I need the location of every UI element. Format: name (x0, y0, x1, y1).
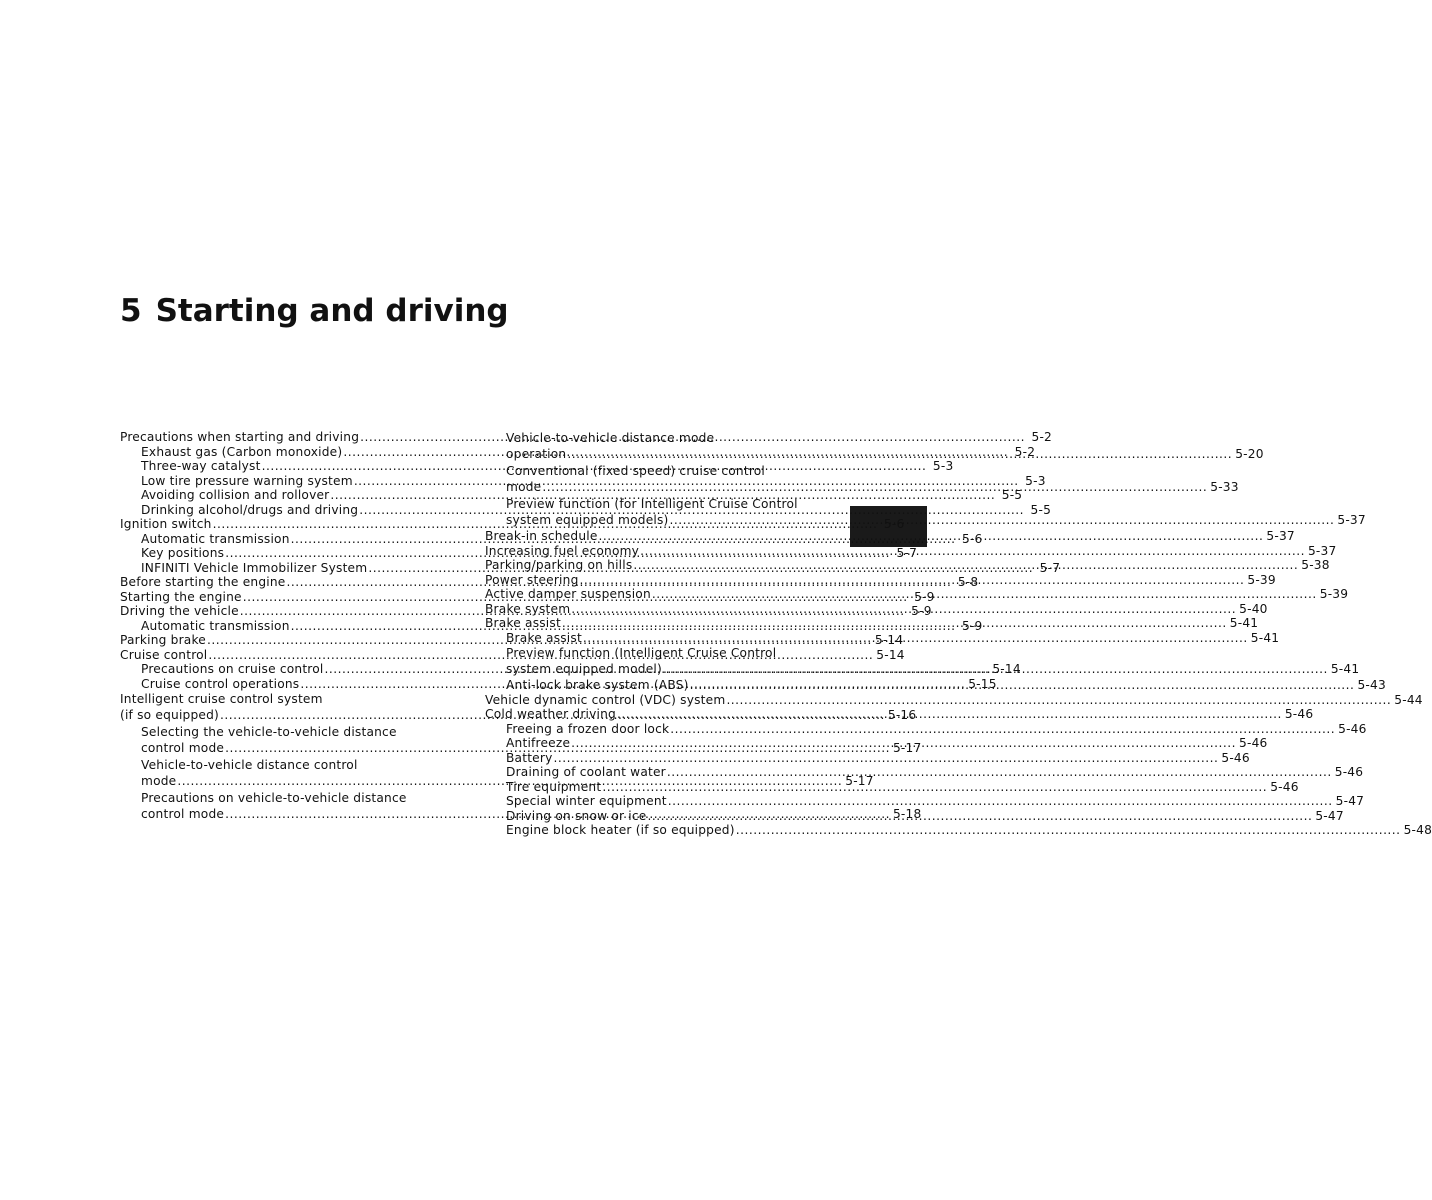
toc-dot-leader (542, 479, 1207, 496)
toc-entry-title: Key positions (141, 546, 225, 560)
toc-entry-page: 5-46 (1221, 750, 1250, 765)
toc-entry-title: mode (506, 480, 542, 494)
toc-entry-title: Cruise control (120, 647, 208, 662)
toc-entry-title: Vehicle dynamic control (VDC) system (485, 692, 726, 707)
chapter-title-text: Starting and driving (155, 293, 509, 329)
toc-dot-leader (670, 512, 1335, 529)
toc-entry-page: 5-48 (1403, 823, 1432, 837)
toc-entry-page: 5-41 (1229, 616, 1259, 630)
toc-entry-title: Draining of coolant water (506, 765, 666, 779)
toc-entry-title: Low tire pressure warning system (141, 473, 353, 488)
toc-entry-title: Automatic transmission (141, 531, 290, 546)
toc-entry[interactable] (485, 721, 1367, 737)
toc-entry-title: INFINITI Vehicle Immobilizer System (141, 560, 368, 575)
toc-dot-leader (633, 558, 1298, 573)
toc-entry-title: Anti-lock brake system (ABS) (506, 678, 689, 692)
toc-entry-page: 5-33 (1210, 480, 1239, 494)
toc-entry-title: Driving on snow or ice (506, 808, 647, 823)
toc-entry[interactable] (120, 488, 1023, 503)
toc-dot-leader (562, 616, 1227, 631)
toc-entry-title: (if so equipped) (120, 708, 219, 722)
toc-entry-page: 5-38 (1301, 558, 1330, 572)
toc-dot-leader (567, 446, 1232, 463)
toc-entry-page: 5-5 (1001, 488, 1023, 502)
toc-entry-page: 5-6 (961, 531, 983, 546)
toc-entry-page: 5-41 (1250, 630, 1280, 645)
toc-entry-page: 5-16 (887, 708, 917, 722)
toc-dot-leader (640, 544, 1305, 559)
toc-entry[interactable] (485, 794, 1365, 809)
toc-dot-leader (647, 809, 1312, 824)
toc-entry-title-line1: Selecting the vehicle-to-vehicle distance (141, 725, 397, 739)
toc-entry-page: 5-41 (1330, 662, 1360, 676)
toc-entry-page: 5-3 (1025, 473, 1046, 488)
toc-entry[interactable] (485, 692, 1423, 708)
toc-entry-title: Increasing fuel economy (485, 543, 640, 558)
toc-entry-page: 5-5 (1030, 502, 1052, 517)
toc-entry-page: 5-47 (1335, 794, 1365, 808)
toc-entry-title: Active damper suspension (485, 587, 651, 601)
toc-entry-page: 5-46 (1334, 765, 1364, 779)
toc-entry-title: Precautions when starting and driving (120, 430, 360, 444)
toc-entry-page: 5-47 (1315, 808, 1344, 823)
toc-entry-page: 5-7 (896, 546, 918, 560)
toc-entry-title: Parking brake (120, 633, 206, 647)
toc-entry-page: 5-44 (1394, 692, 1423, 707)
toc-entry-page: 5-17 (845, 774, 874, 788)
toc-dot-leader (690, 678, 1355, 693)
toc-entry-title: Drinking alcohol/drugs and driving (141, 502, 359, 517)
toc-dot-leader (580, 573, 1245, 588)
toc-entry-title-line1: Intelligent cruise control system (120, 692, 323, 706)
toc-entry-title: Before starting the engine (120, 575, 286, 589)
toc-entry-page: 5-2 (1014, 444, 1036, 459)
toc-entry-title: Engine block heater (if so equipped) (506, 823, 735, 837)
toc-entry-title: Break-in schedule (485, 529, 598, 543)
toc-dot-leader (736, 823, 1401, 838)
toc-entry-page: 5-17 (892, 741, 922, 755)
toc-entry-page: 5-14 (876, 647, 905, 662)
toc-entry-title: Brake assist (485, 616, 561, 630)
toc-dot-leader (571, 602, 1236, 617)
toc-entry-title: Cold weather driving (485, 707, 616, 721)
chapter-title (120, 293, 509, 329)
toc-entry-title: control mode (141, 807, 225, 821)
toc-dot-leader (602, 780, 1267, 795)
toc-entry-title: Freeing a frozen door lock (506, 721, 670, 736)
toc-dot-leader (617, 707, 1282, 722)
toc-entry-page: 5-46 (1338, 721, 1367, 736)
toc-entry-title: Antifreeze (506, 736, 571, 750)
toc-entry-title: mode (141, 774, 177, 788)
toc-entry-title: Power steering (485, 572, 579, 587)
toc-entry-page: 5-39 (1319, 587, 1349, 601)
toc-entry-title: Brake assist (506, 630, 582, 645)
toc-entry[interactable] (485, 750, 1250, 766)
toc-dot-leader (726, 693, 1391, 708)
toc-entry-page: 5-6 (883, 517, 905, 531)
toc-entry-title-line1: Conventional (fixed speed) cruise control (506, 464, 766, 478)
toc-entry-title-line1: Precautions on vehicle-to-vehicle distance (141, 791, 407, 805)
toc-entry-title: Precautions on cruise control (141, 662, 324, 676)
toc-entry-page: 5-40 (1239, 601, 1268, 616)
toc-entry-page: 5-20 (1235, 447, 1264, 461)
toc-entry-title: Special winter equipment (506, 794, 667, 808)
toc-entry-page: 5-14 (992, 662, 1021, 676)
toc-entry-page: 5-14 (874, 633, 904, 647)
toc-entry-page: 5-15 (968, 676, 997, 691)
toc-entry-title: Avoiding collision and rollover (141, 488, 330, 502)
toc-dot-leader (670, 722, 1335, 737)
toc-entry-page: 5-9 (961, 618, 983, 633)
toc-entry-title-line1: Vehicle-to-vehicle distance control (141, 758, 358, 772)
toc-entry-title: operation (506, 447, 567, 461)
toc-dot-leader (667, 765, 1332, 780)
toc-entry[interactable] (485, 823, 1432, 838)
toc-entry-page: 5-37 (1266, 529, 1295, 543)
toc-dot-leader (599, 529, 1264, 544)
toc-entry[interactable] (485, 765, 1364, 780)
toc-entry-title: Cruise control operations (141, 676, 300, 691)
toc-entry-title: Brake system (485, 601, 571, 616)
toc-entry-page: 5-18 (892, 807, 922, 821)
toc-entry-page: 5-2 (1031, 430, 1052, 444)
toc-entry-title-line1: Vehicle-to-vehicle distance mode (506, 431, 715, 445)
toc-entry-page: 5-8 (957, 575, 979, 589)
toc-entry-page: 5-3 (932, 459, 954, 473)
toc-entry-page: 5-9 (914, 589, 935, 604)
toc-entry-page: 5-46 (1284, 707, 1314, 721)
toc-entry-title: Driving the vehicle (120, 604, 239, 618)
toc-entry-title: Starting the engine (120, 589, 242, 604)
toc-entry-page: 5-9 (911, 604, 932, 618)
toc-entry-page: 5-39 (1247, 572, 1276, 587)
toc-dot-leader (663, 661, 1328, 678)
chapter-number: 5 (120, 293, 142, 329)
toc-entry-page: 5-46 (1239, 736, 1268, 750)
toc-dot-leader (571, 736, 1236, 751)
toc-entry-title: Battery (506, 750, 553, 765)
toc-entry-title: control mode (141, 741, 225, 755)
toc-entry-page: 5-7 (1039, 560, 1061, 575)
toc-entry-title: Automatic transmission (141, 618, 290, 633)
toc-entry-page: 5-46 (1270, 779, 1299, 794)
toc-dot-leader (554, 751, 1219, 766)
toc-entry-title: Three-way catalyst (141, 459, 261, 473)
toc-entry-title-line1: Preview function (for Intelligent Cruise Control (506, 497, 798, 511)
toc-entry-title: Tire equipment (506, 779, 602, 794)
toc-entry-title: system equipped model) (506, 662, 662, 676)
toc-dot-leader (652, 587, 1317, 602)
toc-entry-title: system equipped models) (506, 513, 669, 527)
toc-dot-leader (668, 794, 1333, 809)
toc-dot-leader (583, 631, 1248, 646)
toc-entry-title-line1: Preview function (Intelligent Cruise Control (506, 646, 777, 660)
toc-entry-page: 5-37 (1307, 543, 1337, 558)
toc-entry-title: Exhaust gas (Carbon monoxide) (141, 444, 343, 459)
toc-entry-title: Ignition switch (120, 517, 212, 531)
toc-entry-title: Parking/parking on hills (485, 558, 633, 572)
toc-entry[interactable] (485, 430, 1264, 463)
toc-entry-page: 5-43 (1357, 678, 1386, 692)
toc-entry-page: 5-37 (1337, 513, 1366, 527)
